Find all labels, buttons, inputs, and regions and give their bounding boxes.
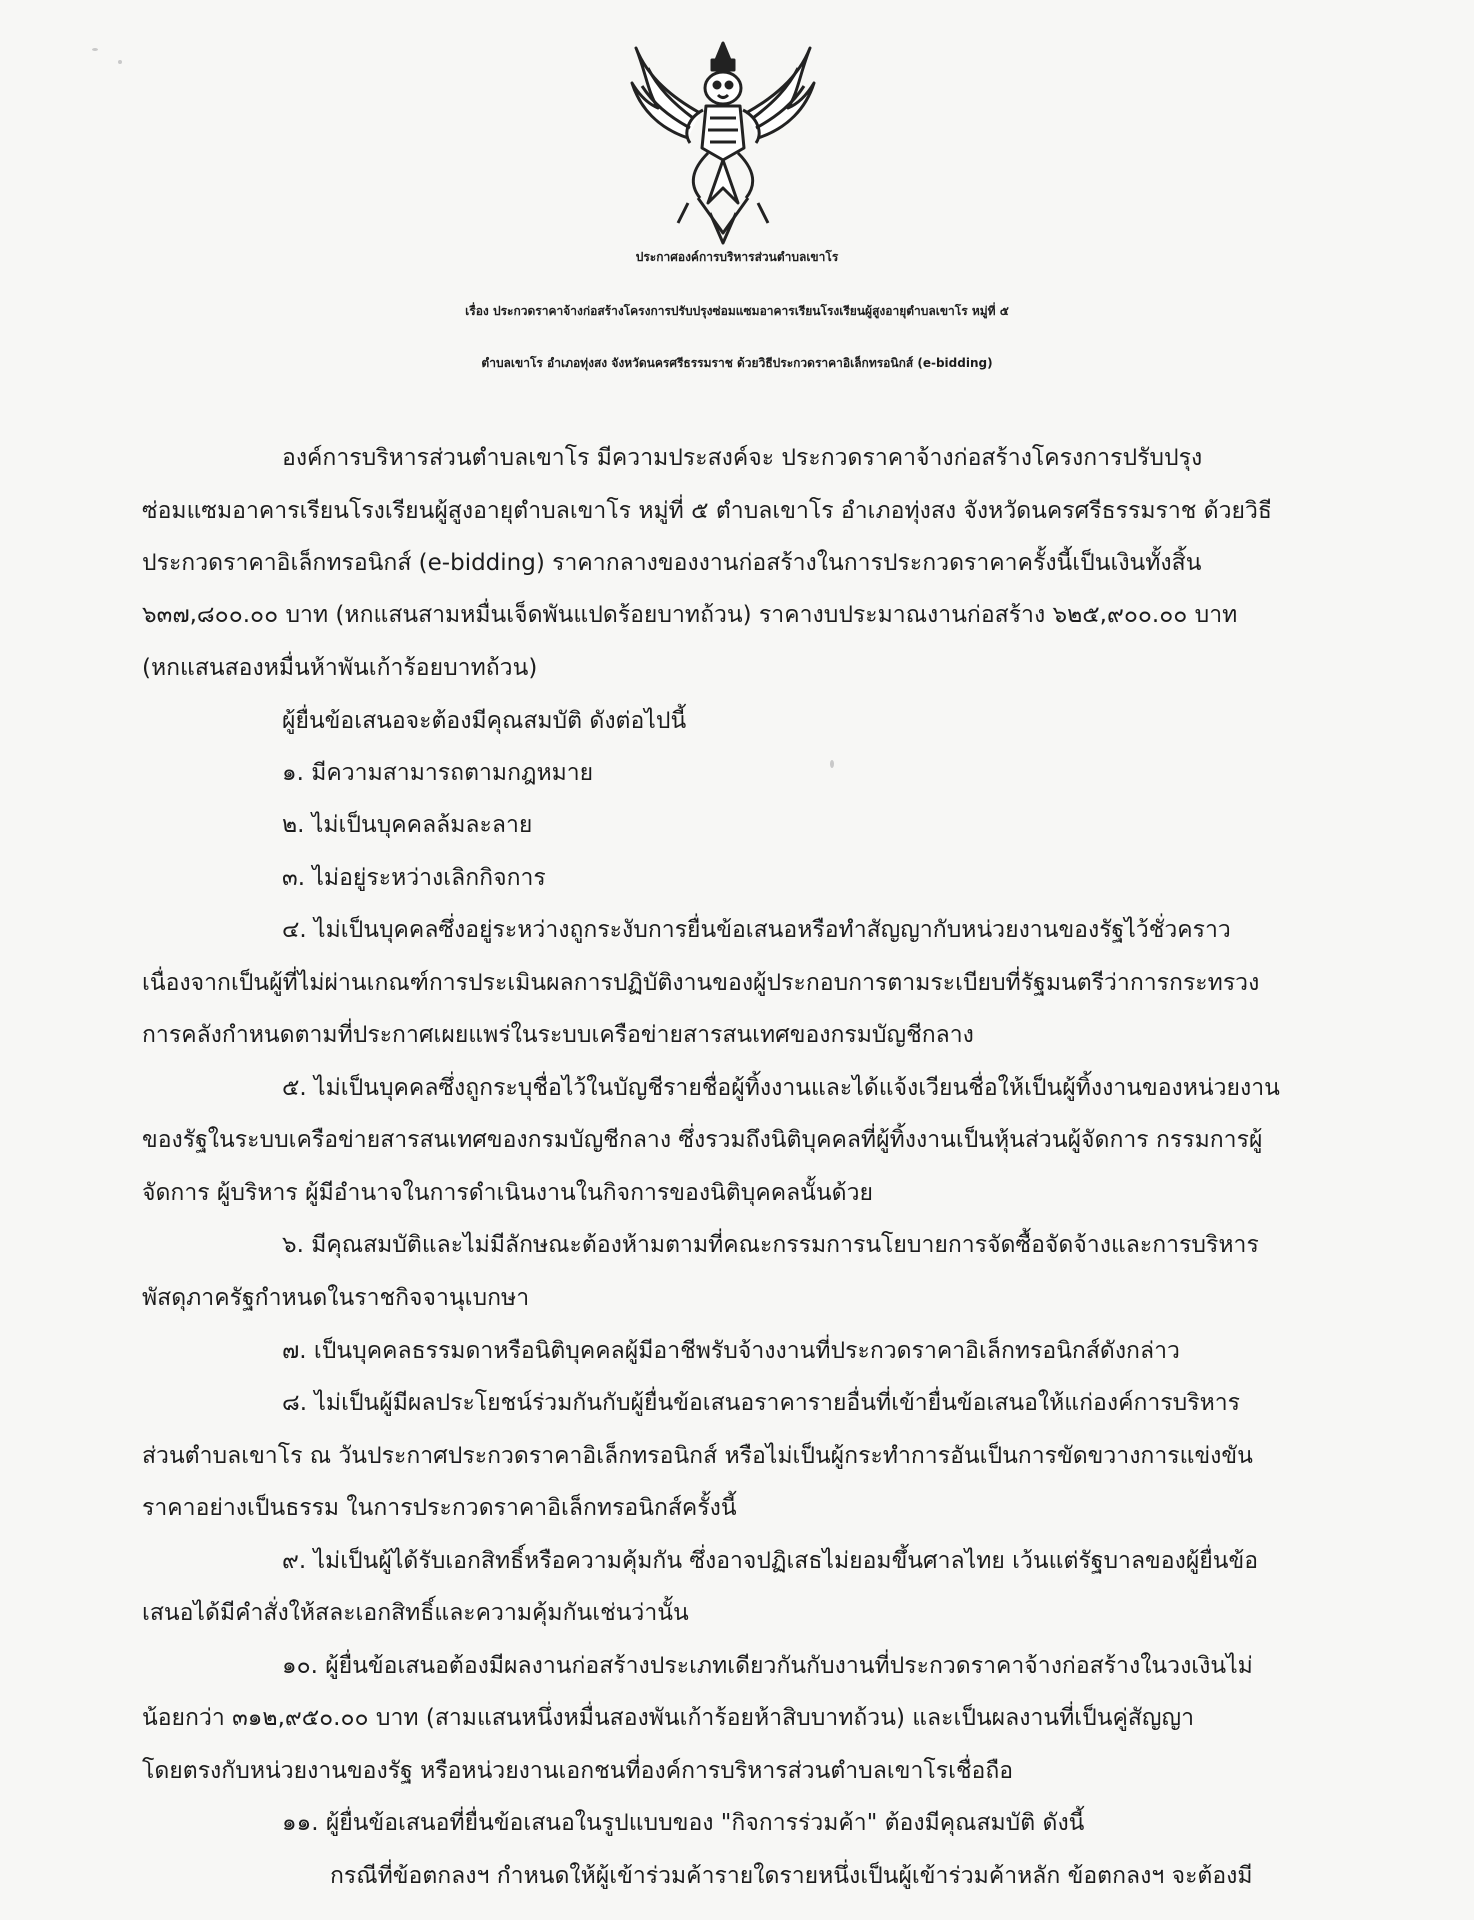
qualification-item-cont: ส่วนตำบลเขาโร ณ วันประกาศประกวดราคาอิเล็กทรอนิกส์ หรือไม่เป็นผู้กระทำการอันเป็นการขัดขวางการแข่งขัน: [142, 1443, 1253, 1469]
scan-speck: [118, 60, 122, 64]
qualification-item-cont: ของรัฐในระบบเครือข่ายสารสนเทศของกรมบัญชีกลาง ซึ่งรวมถึงนิติบุคคลที่ผู้ทิ้งงานเป็นหุ้นส่วนผู้จัดการ กรรมการผู้: [142, 1127, 1263, 1153]
qualification-item: ๔. ไม่เป็นบุคคลซึ่งอยู่ระหว่างถูกระงับการยื่นข้อเสนอหรือทำสัญญากับหน่วยงานของรัฐไว้ชั่วคราว: [282, 917, 1231, 943]
subject-line-1: เรื่อง ประกวดราคาจ้างก่อสร้างโครงการปรับปรุงซ่อมแซมอาคารเรียนโรงเรียนผู้สูงอายุตำบลเขาโร หมู่ที่ ๕: [465, 304, 1009, 318]
subject-line-2: ตำบลเขาโร อำเภอทุ่งสง จังหวัดนครศรีธรรมราช ด้วยวิธีประกวดราคาอิเล็กทรอนิกส์ (e-bidding): [481, 356, 993, 370]
qualification-item-cont: น้อยกว่า ๓๑๒,๙๕๐.๐๐ บาท (สามแสนหนึ่งหมื่นสองพันเก้าร้อยห้าสิบบาทถ้วน) และเป็นผลงานที่เป็นคู่สัญญา: [142, 1705, 1195, 1731]
issuer-title: ประกาศองค์การบริหารส่วนตำบลเขาโร: [635, 250, 839, 264]
qualification-item: ๙. ไม่เป็นผู้ได้รับเอกสิทธิ์หรือความคุ้มกัน ซึ่งอาจปฏิเสธไม่ยอมขึ้นศาลไทย เว้นแต่รัฐบาลของผู้ยื่นข้อ: [282, 1548, 1259, 1574]
qualification-item-cont: โดยตรงกับหน่วยงานของรัฐ หรือหน่วยงานเอกชนที่องค์การบริหารส่วนตำบลเขาโรเชื่อถือ: [142, 1758, 1014, 1784]
qualification-item-cont: เสนอได้มีคำสั่งให้สละเอกสิทธิ์และความคุ้มกันเช่นว่านั้น: [142, 1600, 689, 1626]
qualification-item-cont: พัสดุภาครัฐกำหนดในราชกิจจานุเบกษา: [142, 1285, 530, 1311]
qualification-item: ๗. เป็นบุคคลธรรมดาหรือนิติบุคคลผู้มีอาชีพรับจ้างงานที่ประกวดราคาอิเล็กทรอนิกส์ดังกล่าว: [282, 1338, 1180, 1364]
qualification-item: ๑๑. ผู้ยื่นข้อเสนอที่ยื่นข้อเสนอในรูปแบบของ "กิจการร่วมค้า" ต้องมีคุณสมบัติ ดังนี้: [282, 1810, 1085, 1836]
qualification-item: ๕. ไม่เป็นบุคคลซึ่งถูกระบุชื่อไว้ในบัญชีรายชื่อผู้ทิ้งงานและได้แจ้งเวียนชื่อให้เป็นผู้ทิ้งงานของหน่วยงาน: [282, 1075, 1280, 1101]
qualification-heading: ผู้ยื่นข้อเสนอจะต้องมีคุณสมบัติ ดังต่อไปนี้: [282, 708, 687, 734]
qualification-item: ๖. มีคุณสมบัติและไม่มีลักษณะต้องห้ามตามที่คณะกรรมการนโยบายการจัดซื้อจัดจ้างและการบริหาร: [282, 1232, 1259, 1258]
qualification-item-cont: ราคาอย่างเป็นธรรม ในการประกวดราคาอิเล็กทรอนิกส์ครั้งนี้: [142, 1495, 737, 1521]
garuda-emblem-icon: [628, 38, 818, 248]
intro-line: องค์การบริหารส่วนตำบลเขาโร มีความประสงค์จะ ประกวดราคาจ้างก่อสร้างโครงการปรับปรุง: [282, 445, 1203, 471]
qualification-item: ๑. มีความสามารถตามกฎหมาย: [282, 760, 594, 786]
intro-line: ซ่อมแซมอาคารเรียนโรงเรียนผู้สูงอายุตำบลเขาโร หมู่ที่ ๕ ตำบลเขาโร อำเภอทุ่งสง จังหวัดนครศรีธรรมราช ด้วยวิธี: [142, 498, 1272, 524]
qualification-item: ๑๐. ผู้ยื่นข้อเสนอต้องมีผลงานก่อสร้างประเภทเดียวกันกับงานที่ประกวดราคาจ้างก่อสร้างในวงเงินไม่: [282, 1653, 1253, 1679]
qualification-item-cont: การคลังกำหนดตามที่ประกาศเผยแพร่ในระบบเครือข่ายสารสนเทศของกรมบัญชีกลาง: [142, 1022, 974, 1048]
scan-speck: [92, 48, 98, 51]
intro-line: (หกแสนสองหมื่นห้าพันเก้าร้อยบาทถ้วน): [142, 655, 538, 681]
intro-line: ๖๓๗,๘๐๐.๐๐ บาท (หกแสนสามหมื่นเจ็ดพันแปดร้อยบาทถ้วน) ราคางบประมาณงานก่อสร้าง ๖๒๕,๙๐๐.๐๐ บาท: [142, 602, 1238, 628]
qualification-item: ๒. ไม่เป็นบุคคลล้มละลาย: [282, 812, 533, 838]
scan-speck: [830, 760, 834, 768]
intro-line: ประกวดราคาอิเล็กทรอนิกส์ (e-bidding) ราคากลางของงานก่อสร้างในการประกวดราคาครั้งนี้เป็นเงินทั้งสิ้น: [142, 550, 1202, 576]
qualification-item-cont: จัดการ ผู้บริหาร ผู้มีอำนาจในการดำเนินงานในกิจการของนิติบุคคลนั้นด้วย: [142, 1180, 873, 1206]
qualification-sub-item: กรณีที่ข้อตกลงฯ กำหนดให้ผู้เข้าร่วมค้ารายใดรายหนึ่งเป็นผู้เข้าร่วมค้าหลัก ข้อตกลงฯ จะต้องมี: [330, 1863, 1253, 1889]
qualification-item: ๘. ไม่เป็นผู้มีผลประโยชน์ร่วมกันกับผู้ยื่นข้อเสนอราคารายอื่นที่เข้ายื่นข้อเสนอให้แก่องค์การบริหาร: [282, 1390, 1241, 1416]
qualification-item-cont: เนื่องจากเป็นผู้ที่ไม่ผ่านเกณฑ์การประเมินผลการปฏิบัติงานของผู้ประกอบการตามระเบียบที่รัฐมนตรีว่าการกระทรวง: [142, 970, 1260, 996]
qualification-item: ๓. ไม่อยู่ระหว่างเลิกกิจการ: [282, 865, 546, 891]
